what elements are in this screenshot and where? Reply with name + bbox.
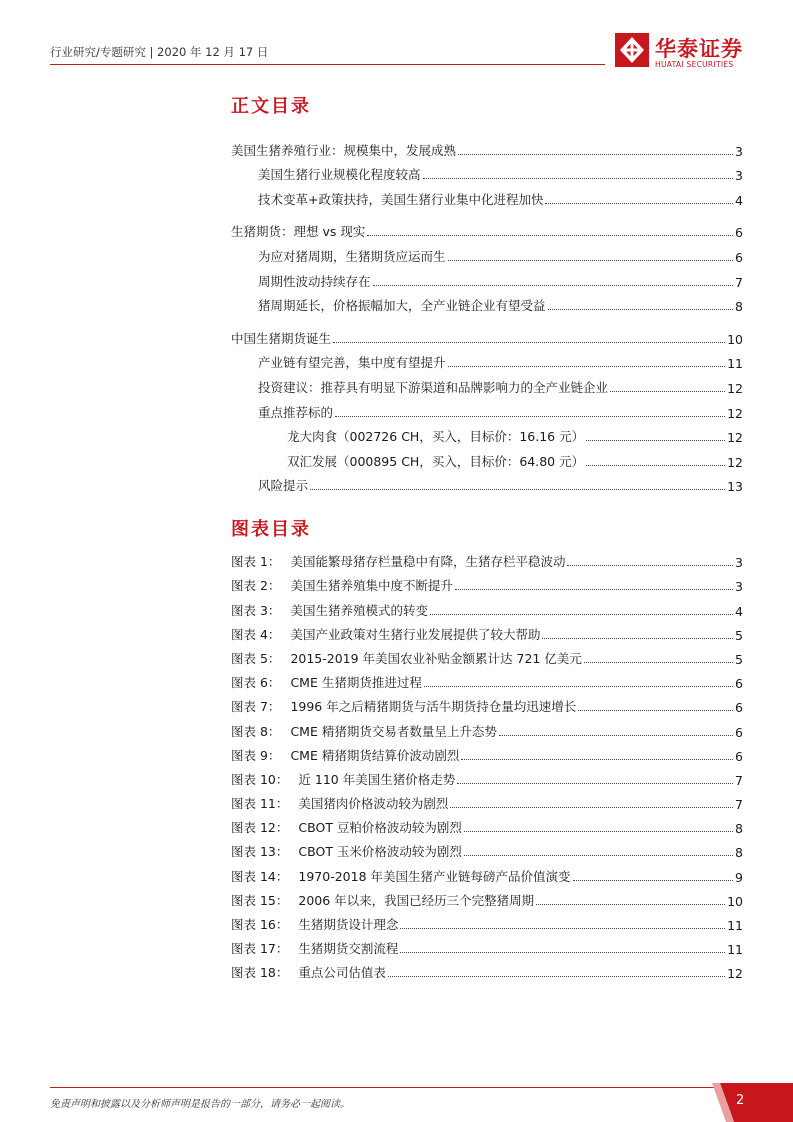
figure-entry-page: 11 <box>727 918 743 933</box>
dot-leader <box>586 465 725 466</box>
figures-list <box>231 546 743 981</box>
figure-entry-page: 7 <box>735 772 743 788</box>
figure-entry-label: 图表 1： <box>231 554 281 570</box>
dot-leader <box>461 759 733 760</box>
figure-entry[interactable] <box>231 957 743 981</box>
dot-leader <box>586 440 725 441</box>
figure-entry[interactable] <box>231 619 743 643</box>
figure-entry-title: 美国生猪养殖集中度不断提升 <box>290 578 453 594</box>
figure-entry[interactable] <box>231 715 743 739</box>
toc-entry-title: 技术变革+政策扶持，美国生猪行业集中化进程加快 <box>258 191 544 207</box>
toc-entry[interactable] <box>231 445 743 470</box>
figure-entry-page: 8 <box>735 845 743 861</box>
figure-entry-page: 8 <box>735 821 743 837</box>
figure-entry-label: 图表 4： <box>231 626 281 642</box>
toc-entry-title: 中国生猪期货诞生 <box>231 330 332 346</box>
figure-entry-label: 图表 8： <box>231 723 281 739</box>
toc-entry-title: 双汇发展（000895 CH，买入，目标价：64.80 元） <box>287 453 585 469</box>
figure-entry-title: CBOT 豆粕价格波动较为剧烈 <box>298 820 462 836</box>
huatai-logo-icon <box>615 33 649 67</box>
toc-list <box>231 134 743 494</box>
toc-entry[interactable] <box>231 322 743 347</box>
dot-leader <box>499 735 733 736</box>
toc-entry[interactable] <box>231 134 743 159</box>
figure-entry-page: 5 <box>735 627 743 643</box>
toc-entry-page: 12 <box>727 454 743 470</box>
figure-entry-page: 3 <box>735 579 743 595</box>
dot-leader <box>584 662 733 663</box>
toc-entry[interactable] <box>231 290 743 315</box>
figure-entry[interactable] <box>231 691 743 715</box>
toc-entry-page: 6 <box>735 225 743 241</box>
figure-entry[interactable] <box>231 812 743 836</box>
dot-leader <box>458 154 733 155</box>
figure-entry-page: 6 <box>735 724 743 740</box>
dot-leader <box>450 807 733 808</box>
dot-leader <box>310 489 725 490</box>
figure-entry[interactable] <box>231 909 743 933</box>
figure-entry-title: 1970-2018 年美国生猪产业链每磅产品价值演变 <box>298 868 571 884</box>
figure-entry-title: 1996 年之后精猪期货与活牛期货持仓量均迅速增长 <box>290 699 577 715</box>
toc-entry-page: 6 <box>735 249 743 265</box>
figure-entry-page: 12 <box>727 966 743 982</box>
toc-entry-page: 3 <box>735 143 743 159</box>
header-breadcrumb: 行业研究/专题研究 | 2020 年 12 月 17 日 <box>50 45 269 59</box>
toc-entry-title: 投资建议：推荐具有明显下游渠道和品牌影响力的全产业链企业 <box>258 379 609 395</box>
figure-entry-label: 图表 2： <box>231 578 281 594</box>
toc-group-gap <box>231 208 743 216</box>
dot-leader <box>567 565 733 566</box>
toc-entry-title: 美国生猪养殖行业：规模集中，发展成熟 <box>231 142 457 158</box>
figure-entry-page: 5 <box>735 651 743 667</box>
figure-entry-page: 6 <box>735 748 743 764</box>
toc-entry-page: 13 <box>727 479 743 495</box>
toc-group-gap <box>231 314 743 322</box>
figure-entry[interactable] <box>231 933 743 957</box>
toc-entry[interactable] <box>231 421 743 446</box>
figure-entry-title: 美国生猪养殖模式的转变 <box>290 602 428 618</box>
figure-entry-title: CME 精猪期货交易者数量呈上升态势 <box>290 723 497 739</box>
toc-entry-page: 3 <box>735 168 743 184</box>
toc-entry-title: 风险提示 <box>258 478 309 494</box>
toc-entry-title: 美国生猪行业规模化程度较高 <box>258 167 421 183</box>
figure-entry-label: 图表 16： <box>231 917 289 932</box>
page-number: 2 <box>736 1093 745 1108</box>
toc-entry-title: 生猪期货：理想 vs 现实 <box>231 224 366 240</box>
figure-entry[interactable] <box>231 788 743 812</box>
dot-leader <box>610 391 725 392</box>
logo-chinese-name: 华泰证券 <box>655 37 743 61</box>
figure-entry-title: 美国猪肉价格波动较为剧烈 <box>298 796 449 812</box>
dot-leader <box>424 686 733 687</box>
page-number-badge <box>712 1083 793 1122</box>
dot-leader <box>448 366 726 367</box>
figure-entry-title: 美国能繁母猪存栏量稳中有降，生猪存栏平稳波动 <box>290 554 566 570</box>
figure-entry-page: 6 <box>735 676 743 692</box>
figure-entry-label: 图表 17： <box>231 941 289 957</box>
figure-entry-title: 美国产业政策对生猪行业发展提供了较大帮助 <box>290 626 541 642</box>
toc-entry-title: 龙大肉食（002726 CH，买入，目标价：16.16 元） <box>287 429 585 445</box>
dot-leader <box>448 260 734 261</box>
toc-entry[interactable] <box>231 159 743 184</box>
toc-entry-title: 产业链有望完善，集中度有望提升 <box>258 355 446 371</box>
figure-entry-page: 10 <box>727 893 743 909</box>
figure-entry-label: 图表 14： <box>231 868 289 884</box>
toc-entry[interactable] <box>231 396 743 421</box>
figure-entry-title: 近 110 年美国生猪价格走势 <box>298 771 456 787</box>
figure-entry-label: 图表 15： <box>231 892 289 908</box>
dot-leader <box>573 880 734 881</box>
dot-leader <box>542 638 733 639</box>
figure-entry-title: 生猪期货交割流程 <box>298 941 399 957</box>
figure-entry-label: 图表 6： <box>231 675 281 691</box>
figure-entry-label: 图表 3： <box>231 602 281 618</box>
toc-entry[interactable] <box>231 216 743 241</box>
toc-entry-page: 4 <box>735 192 743 208</box>
dot-leader <box>388 976 725 977</box>
figures-title: 图表目录 <box>231 519 311 540</box>
figure-entry-label: 图表 18： <box>231 965 289 981</box>
dot-leader <box>430 614 733 615</box>
figure-entry[interactable] <box>231 836 743 860</box>
figure-entry-page: 6 <box>735 700 743 716</box>
dot-leader <box>335 416 725 417</box>
figure-entry-label: 图表 11： <box>231 796 289 812</box>
dot-leader <box>400 952 725 953</box>
dot-leader <box>548 309 734 310</box>
figure-entry-title: CBOT 玉米价格波动较为剧烈 <box>298 844 462 860</box>
figure-entry-title: CME 精猪期货结算价波动剧烈 <box>290 747 460 763</box>
figure-entry-label: 图表 5： <box>231 650 281 666</box>
figure-entry-title: 2015-2019 年美国农业补贴金额累计达 721 亿美元 <box>290 650 582 666</box>
dot-leader <box>455 589 733 590</box>
footer-disclaimer: 免责声明和披露以及分析师声明是报告的一部分，请务必一起阅读。 <box>50 1099 350 1110</box>
figure-entry[interactable] <box>231 643 743 667</box>
header-divider <box>50 64 605 65</box>
figure-entry[interactable] <box>231 860 743 884</box>
dot-leader <box>373 285 734 286</box>
figure-entry-page: 4 <box>735 603 743 619</box>
figure-entry[interactable] <box>231 570 743 594</box>
figure-entry-label: 图表 9： <box>231 747 281 763</box>
figure-entry[interactable] <box>231 594 743 618</box>
dot-leader <box>367 235 733 236</box>
toc-entry-title: 猪周期延长，价格振幅加大，全产业链企业有望受益 <box>258 298 546 314</box>
figure-entry-title: 重点公司估值表 <box>298 965 386 981</box>
toc-entry[interactable] <box>231 470 743 495</box>
toc-entry-page: 7 <box>735 274 743 290</box>
figure-entry-label: 图表 12： <box>231 820 289 836</box>
toc-entry[interactable] <box>231 240 743 265</box>
dot-leader <box>536 904 725 905</box>
toc-entry-page: 12 <box>727 405 743 421</box>
toc-entry-page: 11 <box>727 356 743 372</box>
toc-entry-title: 为应对猪周期，生猪期货应运而生 <box>258 248 446 264</box>
toc-entry[interactable] <box>231 183 743 208</box>
logo-english-name: HUATAI SECURITIES <box>655 60 734 69</box>
dot-leader <box>333 342 725 343</box>
dot-leader <box>457 783 733 784</box>
toc-entry[interactable] <box>231 347 743 372</box>
figure-entry-label: 图表 7： <box>231 699 281 715</box>
figure-entry-label: 图表 10： <box>231 771 289 787</box>
dot-leader <box>423 178 734 179</box>
figure-entry-page: 9 <box>735 869 743 885</box>
toc-title: 正文目录 <box>231 96 311 117</box>
figure-entry[interactable] <box>231 667 743 691</box>
dot-leader <box>578 710 733 711</box>
dot-leader <box>464 855 733 856</box>
footer-divider <box>50 1087 720 1088</box>
figure-entry-label: 图表 13： <box>231 844 289 860</box>
figure-entry[interactable] <box>231 764 743 788</box>
figure-entry[interactable] <box>231 740 743 764</box>
figure-entry-page: 11 <box>727 942 743 958</box>
dot-leader <box>400 928 725 929</box>
toc-entry-page: 10 <box>727 331 743 347</box>
dot-leader <box>464 831 733 832</box>
figure-entry[interactable] <box>231 546 743 570</box>
figure-entry-title: CME 生猪期货推进过程 <box>290 675 422 691</box>
figure-entry[interactable] <box>231 885 743 909</box>
company-logo <box>615 33 755 73</box>
figure-entry-page: 3 <box>735 555 743 571</box>
toc-entry[interactable] <box>231 265 743 290</box>
toc-entry-page: 12 <box>727 380 743 396</box>
dot-leader <box>545 203 733 204</box>
toc-entry-title: 周期性波动持续存在 <box>258 273 371 289</box>
figure-entry-title: 生猪期货设计理念 <box>298 917 399 932</box>
toc-entry-title: 重点推荐标的 <box>258 404 334 420</box>
toc-entry-page: 8 <box>735 299 743 315</box>
toc-entry-page: 12 <box>727 430 743 446</box>
toc-entry[interactable] <box>231 371 743 396</box>
figure-entry-page: 7 <box>735 797 743 813</box>
figure-entry-title: 2006 年以来，我国已经历三个完整猪周期 <box>298 892 535 908</box>
